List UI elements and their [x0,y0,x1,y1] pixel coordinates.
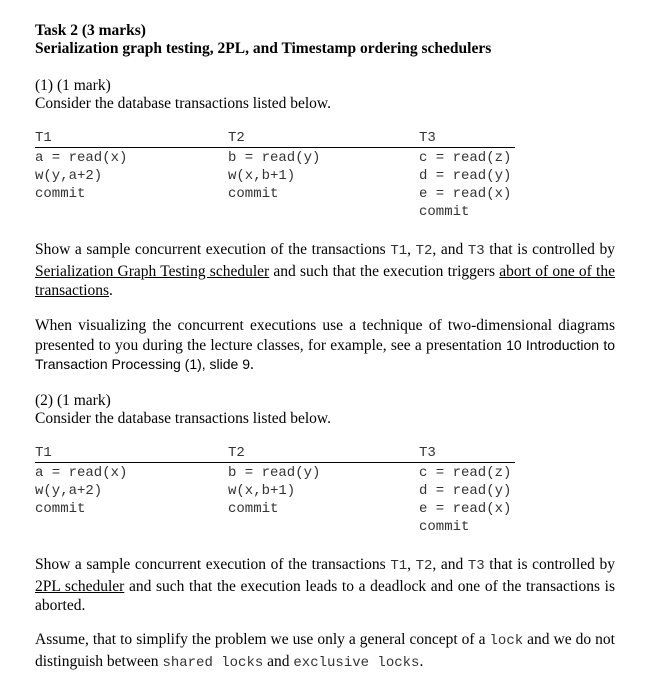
text-run: and [263,652,294,670]
q2-t2-op-3: commit [228,501,279,517]
q1-intro: Consider the database transactions listed below. [35,95,331,112]
q2-table-rule [35,462,515,463]
underlined-sgt-scheduler: Serialization Graph Testing scheduler [35,262,270,280]
text-run: , [407,241,416,258]
text-run: . [419,652,424,670]
q1-t1-op-1: a = read(x) [35,150,128,166]
q2-t3-op-3: e = read(x) [419,501,512,517]
q2-t1-op-1: a = read(x) [35,465,128,481]
q1-t3-op-2: d = read(y) [419,168,512,184]
text-run: , and [432,241,468,258]
underlined-2pl-scheduler: 2PL scheduler [35,577,125,595]
q2-header-t2: T2 [228,445,245,461]
q2-paragraph-locks [35,630,615,673]
code-t2: T2 [415,558,433,574]
q2-label: (2) (1 mark) [35,392,111,409]
q2-paragraph-instructions [35,555,615,616]
text-run: . [109,282,113,299]
underlined-abort-phrase: abort of one of the transactions [35,262,615,299]
text-run: and we do not distinguish between [35,631,615,670]
q2-intro: Consider the database transactions listed below. [35,410,331,427]
text-run: and such that the execution leads to a deadlock and one of the transactions is aborted. [35,577,615,614]
q2-t3-op-2: d = read(y) [419,483,512,499]
q1-t1-op-2: w(y,a+2) [35,168,103,184]
text-run: , and [432,556,468,573]
text-run: Assume, that to simplify the problem we use only a general concept of a [35,631,490,648]
code-shared-locks: shared locks [162,654,264,671]
q1-t2-op-3: commit [228,186,279,202]
q2-t1-op-3: commit [35,501,86,517]
q1-paragraph-instructions [35,240,615,301]
q1-t3-op-3: e = read(x) [419,186,512,202]
code-t1: T1 [390,558,408,574]
task-subtitle: Serialization graph testing, 2PL, and Timestamp ordering schedulers [35,40,492,57]
code-t1: T1 [390,243,408,259]
q1-table-rule [35,147,515,148]
q2-t3-op-4: commit [419,519,470,535]
presentation-reference: 10 Introduction to Transaction Processing (1), slide 9 [35,336,615,372]
q1-label: (1) (1 mark) [35,77,111,94]
q1-paragraph-visualization [35,316,615,375]
q1-t3-op-4: commit [419,204,470,220]
text-run: that is controlled by [484,556,616,573]
q1-t3-op-1: c = read(z) [419,150,512,166]
q2-t1-op-2: w(y,a+2) [35,483,103,499]
text-run: , [407,556,416,573]
q1-header-t3: T3 [419,130,436,146]
q2-header-t1: T1 [35,445,52,461]
code-t3: T3 [467,243,485,259]
text-run: and such that the execution triggers [269,262,500,280]
q2-t2-op-1: b = read(y) [228,465,321,481]
text-run: . [250,356,254,373]
text-run: When visualizing the concurrent executions use a technique of two-dimensional diagrams presented to you during the lecture classes, for example, see a presentation [35,317,615,354]
q1-t2-op-1: b = read(y) [228,150,321,166]
task-title: Task 2 (3 marks) [35,22,146,39]
q1-header-t1: T1 [35,130,52,146]
q1-t1-op-3: commit [35,186,86,202]
code-lock: lock [489,633,524,649]
code-t2: T2 [415,243,433,259]
code-exclusive-locks: exclusive locks [293,654,420,671]
text-run: that is controlled by [484,241,616,258]
text-run: Show a sample concurrent execution of the transactions [35,556,391,573]
q1-t2-op-2: w(x,b+1) [228,168,296,184]
text-run: Show a sample concurrent execution of the transactions [35,241,391,258]
q2-header-t3: T3 [419,445,436,461]
q2-t3-op-1: c = read(z) [419,465,512,481]
q1-header-t2: T2 [228,130,245,146]
code-t3: T3 [467,558,485,574]
q2-t2-op-2: w(x,b+1) [228,483,296,499]
